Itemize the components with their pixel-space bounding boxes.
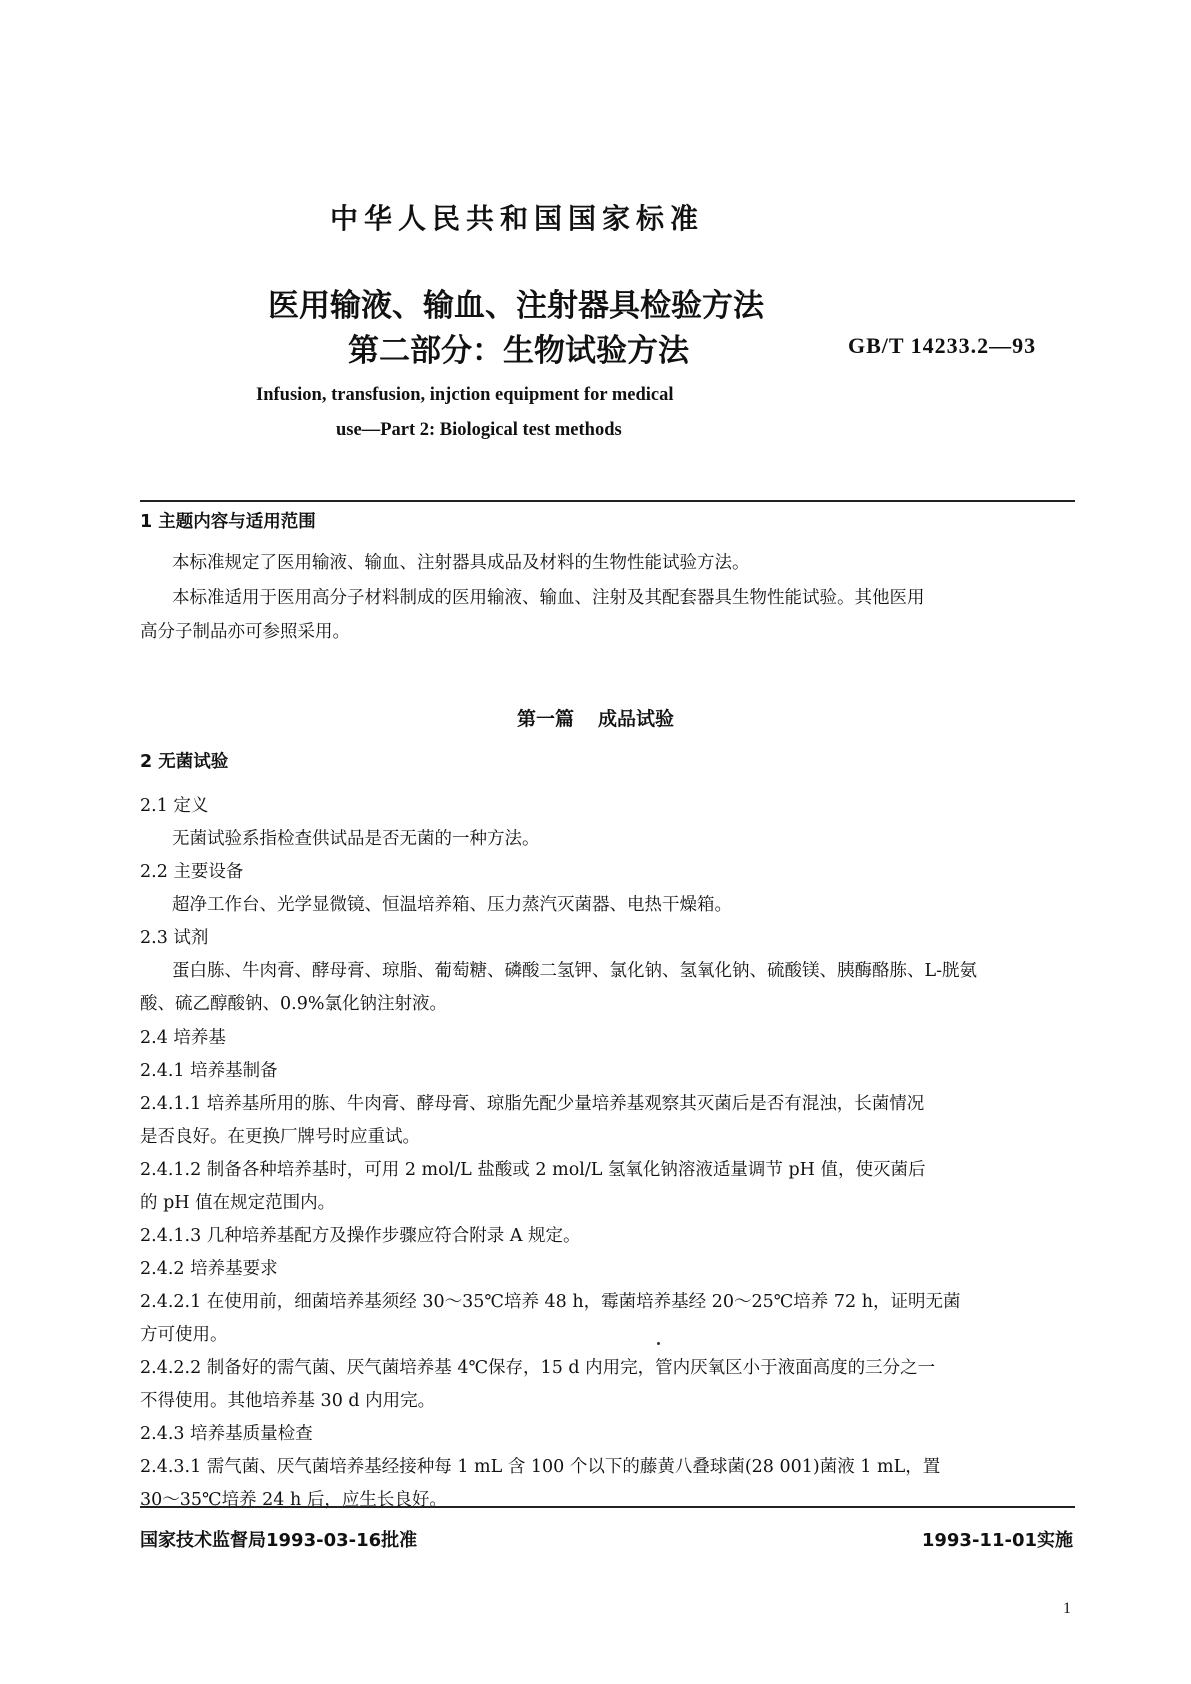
paragraph-line-p2-3a: 蛋白胨、牛肉膏、酵母膏、琼脂、葡萄糖、磷酸二氢钾、氯化钠、氢氧化钠、硫酸镁、胰酶酪胨、L-胱氨 [172,961,978,981]
paragraph-line-p2-4-1-1b: 是否良好。在更换厂牌号时应重试。 [140,1127,420,1147]
section-heading-s2: 2 无菌试验 [140,752,229,772]
section-heading-s2-4: 2.4 培养基 [140,1028,226,1048]
section-heading-s2-2: 2.2 主要设备 [140,862,244,882]
paragraph-line-p2-4-1-2b: 的 pH 值在规定范围内。 [140,1193,336,1213]
document-title-line1: 医用输液、输血、注射器具检验方法 [268,288,764,324]
national-standard-heading: 中华人民共和国国家标准 [329,202,704,235]
paragraph-line-p2-4-3-1b: 30～35℃培养 24 h 后，应生长良好。 [140,1490,447,1510]
english-title-line2: use—Part 2: Biological test methods [336,420,622,440]
paragraph-line-p2-4-1-3: 2.4.1.3 几种培养基配方及操作步骤应符合附录 A 规定。 [140,1226,581,1246]
header-divider [140,500,1075,502]
effective-date: 1993-11-01实施 [921,1530,1073,1551]
paragraph-line-p2-4-2-1a: 2.4.2.1 在使用前，细菌培养基须经 30～35℃培养 48 h，霉菌培养基经 20～25℃培养 72 h，证明无菌 [140,1292,961,1312]
paragraph-line-p2b: 高分子制品亦可参照采用。 [140,622,350,642]
paragraph-line-p2-2: 超净工作台、光学显微镜、恒温培养箱、压力蒸汽灭菌器、电热干燥箱。 [172,895,732,915]
paragraph-line-p2-4-1-2a: 2.4.1.2 制备各种培养基时，可用 2 mol/L 盐酸或 2 mol/L 氢氧化钠溶液适量调节 pH 值，使灭菌后 [140,1160,926,1180]
section-heading-s1: 1 主题内容与适用范围 [140,512,316,532]
footer-divider [140,1506,1075,1508]
part-number: 第一篇 [516,708,574,730]
paragraph-line-p2-1: 无菌试验系指检查供试品是否无菌的一种方法。 [172,829,540,849]
paragraph-line-p2-3b: 酸、硫乙醇酸钠、0.9%氯化钠注射液。 [140,994,447,1014]
section-heading-s2-4-3: 2.4.3 培养基质量检查 [140,1424,313,1444]
section-heading-s2-4-1: 2.4.1 培养基制备 [140,1061,278,1081]
paragraph-line-p2-4-2-2b: 不得使用。其他培养基 30 d 内用完。 [140,1391,436,1411]
english-title-line1: Infusion, transfusion, injction equipment for medical [256,385,674,405]
part-name: 成品试验 [598,708,675,730]
paragraph-line-p2-4-2-1b: 方可使用。 [140,1325,228,1345]
speck-mark [657,1342,660,1345]
page-number: 1 [1063,1600,1071,1617]
approval-date: 国家技术监督局1993-03-16批准 [140,1530,418,1551]
paragraph-line-p1: 本标准规定了医用输液、输血、注射器具成品及材料的生物性能试验方法。 [172,553,750,573]
document-title-line2: 第二部分：生物试验方法 [348,333,689,369]
part-heading [0,704,1191,731]
section-heading-s2-1: 2.1 定义 [140,796,209,816]
standard-code: GB/T 14233.2—93 [848,333,1037,358]
paragraph-line-p2-4-1-1a: 2.4.1.1 培养基所用的胨、牛肉膏、酵母膏、琼脂先配少量培养基观察其灭菌后是否有混浊，长菌情况 [140,1094,925,1114]
paragraph-line-p2a: 本标准适用于医用高分子材料制成的医用输液、输血、注射及其配套器具生物性能试验。其他医用 [172,588,925,608]
section-heading-s2-3: 2.3 试剂 [140,928,209,948]
paragraph-line-p2-4-3-1a: 2.4.3.1 需气菌、厌气菌培养基经接种每 1 mL 含 100 个以下的藤黄八叠球菌(28 001)菌液 1 mL，置 [140,1457,941,1477]
section-heading-s2-4-2: 2.4.2 培养基要求 [140,1259,278,1279]
paragraph-line-p2-4-2-2a: 2.4.2.2 制备好的需气菌、厌气菌培养基 4℃保存，15 d 内用完，管内厌氧区小于液面高度的三分之一 [140,1358,936,1378]
